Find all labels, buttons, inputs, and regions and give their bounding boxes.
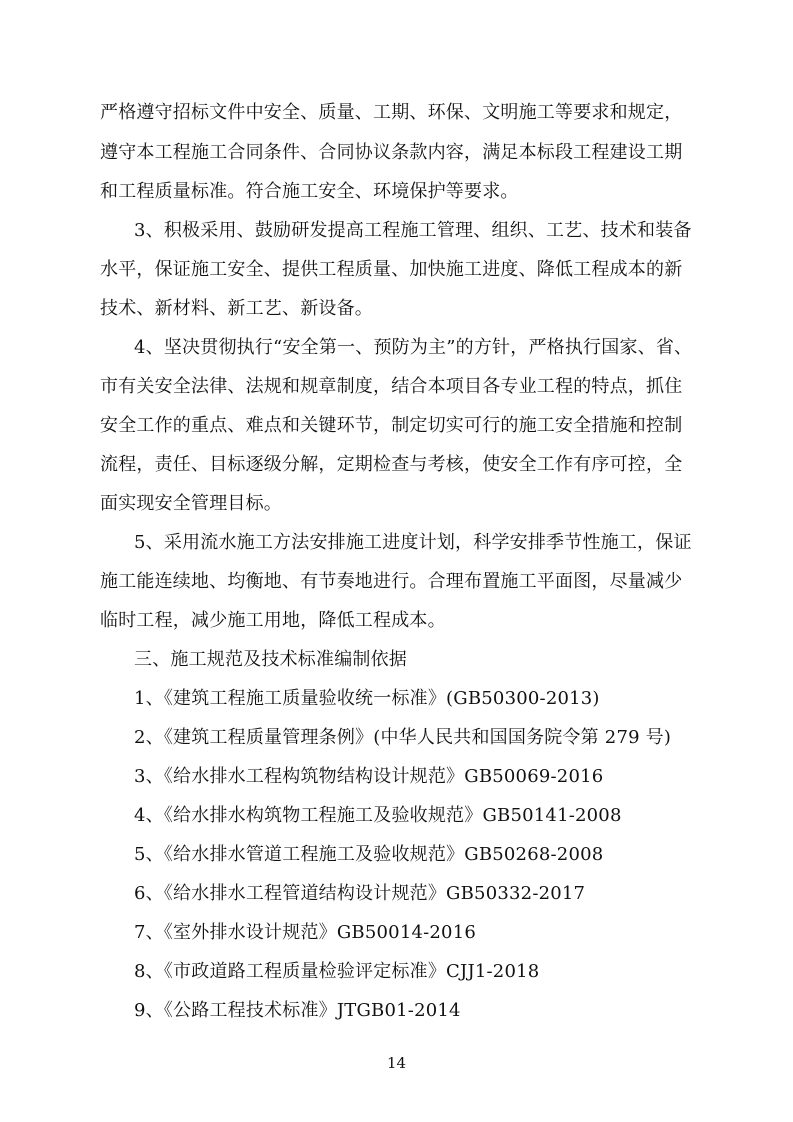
text-line: 流程，责任、目标逐级分解，定期检查与考核，使安全工作有序可控，全 bbox=[100, 454, 683, 475]
list-item: 3、《给水排水工程构筑物结构设计规范》GB50069-2016 bbox=[134, 766, 604, 787]
list-item: 1、《建筑工程施工质量验收统一标准》(GB50300-2013) bbox=[134, 688, 600, 709]
list-item: 6、《给水排水工程管道结构设计规范》GB50332-2017 bbox=[134, 883, 586, 904]
text-line: 水平，保证施工安全、提供工程质量、加快施工进度、降低工程成本的新 bbox=[100, 259, 683, 280]
list-item: 2、《建筑工程质量管理条例》(中华人民共和国国务院令第 279 号) bbox=[134, 727, 672, 748]
list-item: 4、《给水排水构筑物工程施工及验收规范》GB50141-2008 bbox=[134, 805, 622, 826]
list-item: 5、《给水排水管道工程施工及验收规范》GB50268-2008 bbox=[134, 844, 604, 865]
text-line: 施工能连续地、均衡地、有节奏地进行。合理布置施工平面图，尽量减少 bbox=[100, 571, 683, 592]
text-line: 面实现安全管理目标。 bbox=[100, 493, 282, 514]
text-line: 3、积极采用、鼓励研发提高工程施工管理、组织、工艺、技术和装备 bbox=[134, 220, 692, 241]
text-line: 技术、新材料、新工艺、新设备。 bbox=[100, 298, 373, 319]
text-line: 市有关安全法律、法规和规章制度，结合本项目各专业工程的特点，抓住 bbox=[100, 376, 683, 397]
text-line: 和工程质量标准。符合施工安全、环境保护等要求。 bbox=[100, 181, 519, 202]
text-line: 遵守本工程施工合同条件、合同协议条款内容，满足本标段工程建设工期 bbox=[100, 142, 683, 163]
list-item: 8、《市政道路工程质量检验评定标准》CJJ1-2018 bbox=[134, 961, 540, 982]
text-line: 5、采用流水施工方法安排施工进度计划，科学安排季节性施工，保证 bbox=[134, 532, 692, 553]
text-line: 4、坚决贯彻执行“安全第一、预防为主”的方针，严格执行国家、省、 bbox=[134, 337, 693, 358]
section-heading: 三、施工规范及技术标准编制依据 bbox=[134, 649, 407, 670]
page-number: 14 bbox=[386, 1054, 407, 1072]
list-item: 9、《公路工程技术标准》JTGB01-2014 bbox=[134, 1000, 461, 1021]
list-item: 7、《室外排水设计规范》GB50014-2016 bbox=[134, 922, 477, 943]
text-line: 严格遵守招标文件中安全、质量、工期、环保、文明施工等要求和规定， bbox=[100, 102, 683, 123]
text-line: 安全工作的重点、难点和关键环节，制定切实可行的施工安全措施和控制 bbox=[100, 415, 683, 436]
text-line: 临时工程，减少施工用地，降低工程成本。 bbox=[100, 610, 446, 631]
